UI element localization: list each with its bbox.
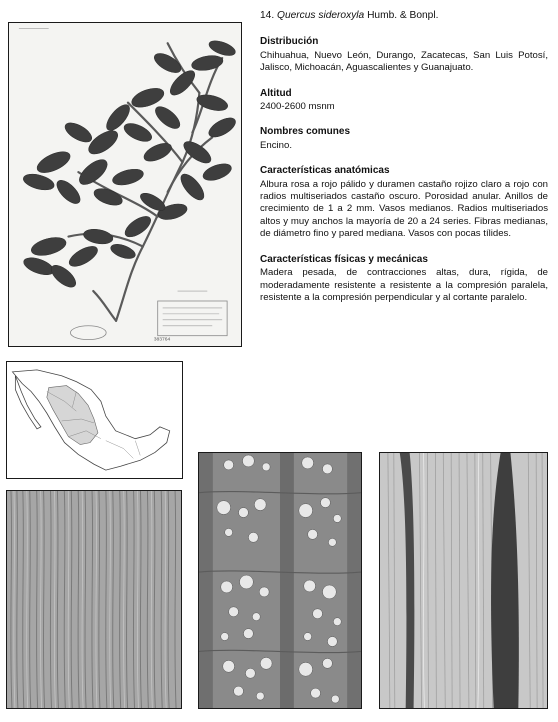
section-heading: Nombres comunes: [260, 126, 351, 138]
wood-grain-drawing: [7, 491, 181, 708]
species-title: [260, 10, 548, 22]
wood-tangential-section-photo: [6, 490, 182, 709]
section-text: Madera pesada, de contracciones altas, dura, rígida, de moderadamente resistente a resistente a la compresión paralela, resistente a la compresión perpendicular y al cortante paralelo.: [260, 267, 548, 303]
distribution-map: [6, 361, 183, 479]
section-heading: Características anatómicas: [260, 165, 390, 177]
section-text: 2400-2600 msnm: [260, 101, 335, 113]
section-heading: Distribución: [260, 36, 319, 48]
wood-rays-drawing: [380, 453, 547, 708]
section-anatomical: [260, 165, 548, 240]
section-common-names: [260, 126, 548, 152]
herbarium-specimen-drawing: [9, 23, 241, 346]
entry-number: 14.: [260, 10, 275, 21]
section-text: Albura rosa a rojo pálido y duramen castaño rojizo claro a rojo con radios multiseriados castaño oscuro. Porosidad anular. Anillos de crecimiento de 1 a 2 mm. Vasos medianos. Radios multiseriados altos y muy anchos la mayoría de 20 a 24 series. Fibras medianas, de diámetro fino y pared mediana. Vasos con pocas tílides.: [260, 178, 548, 240]
herbarium-specimen-photo: [8, 22, 242, 347]
wood-cross-section-photo: [198, 452, 362, 709]
section-physical-mechanical: [260, 254, 548, 305]
section-text: Chihuahua, Nuevo León, Durango, Zacatecas, San Luis Potosí, Jalisco, Michoacán, Aguascalientes y Guanajuato.: [260, 49, 548, 74]
mexico-map-drawing: [7, 362, 182, 478]
section-distribution: [260, 36, 548, 74]
section-heading: Altitud: [260, 87, 292, 99]
author-citation: Humb. & Bonpl.: [367, 10, 439, 21]
species-description: [260, 10, 548, 317]
section-altitude: [260, 88, 548, 114]
specimen-number: 383764: [153, 337, 171, 343]
section-text: Encino.: [260, 139, 292, 151]
wood-radial-section-photo: [379, 452, 548, 709]
section-heading: Características físicas y mecánicas: [260, 253, 428, 265]
vessel-pores-drawing: [199, 453, 361, 708]
scientific-name: Quercus sideroxyla: [277, 10, 365, 21]
